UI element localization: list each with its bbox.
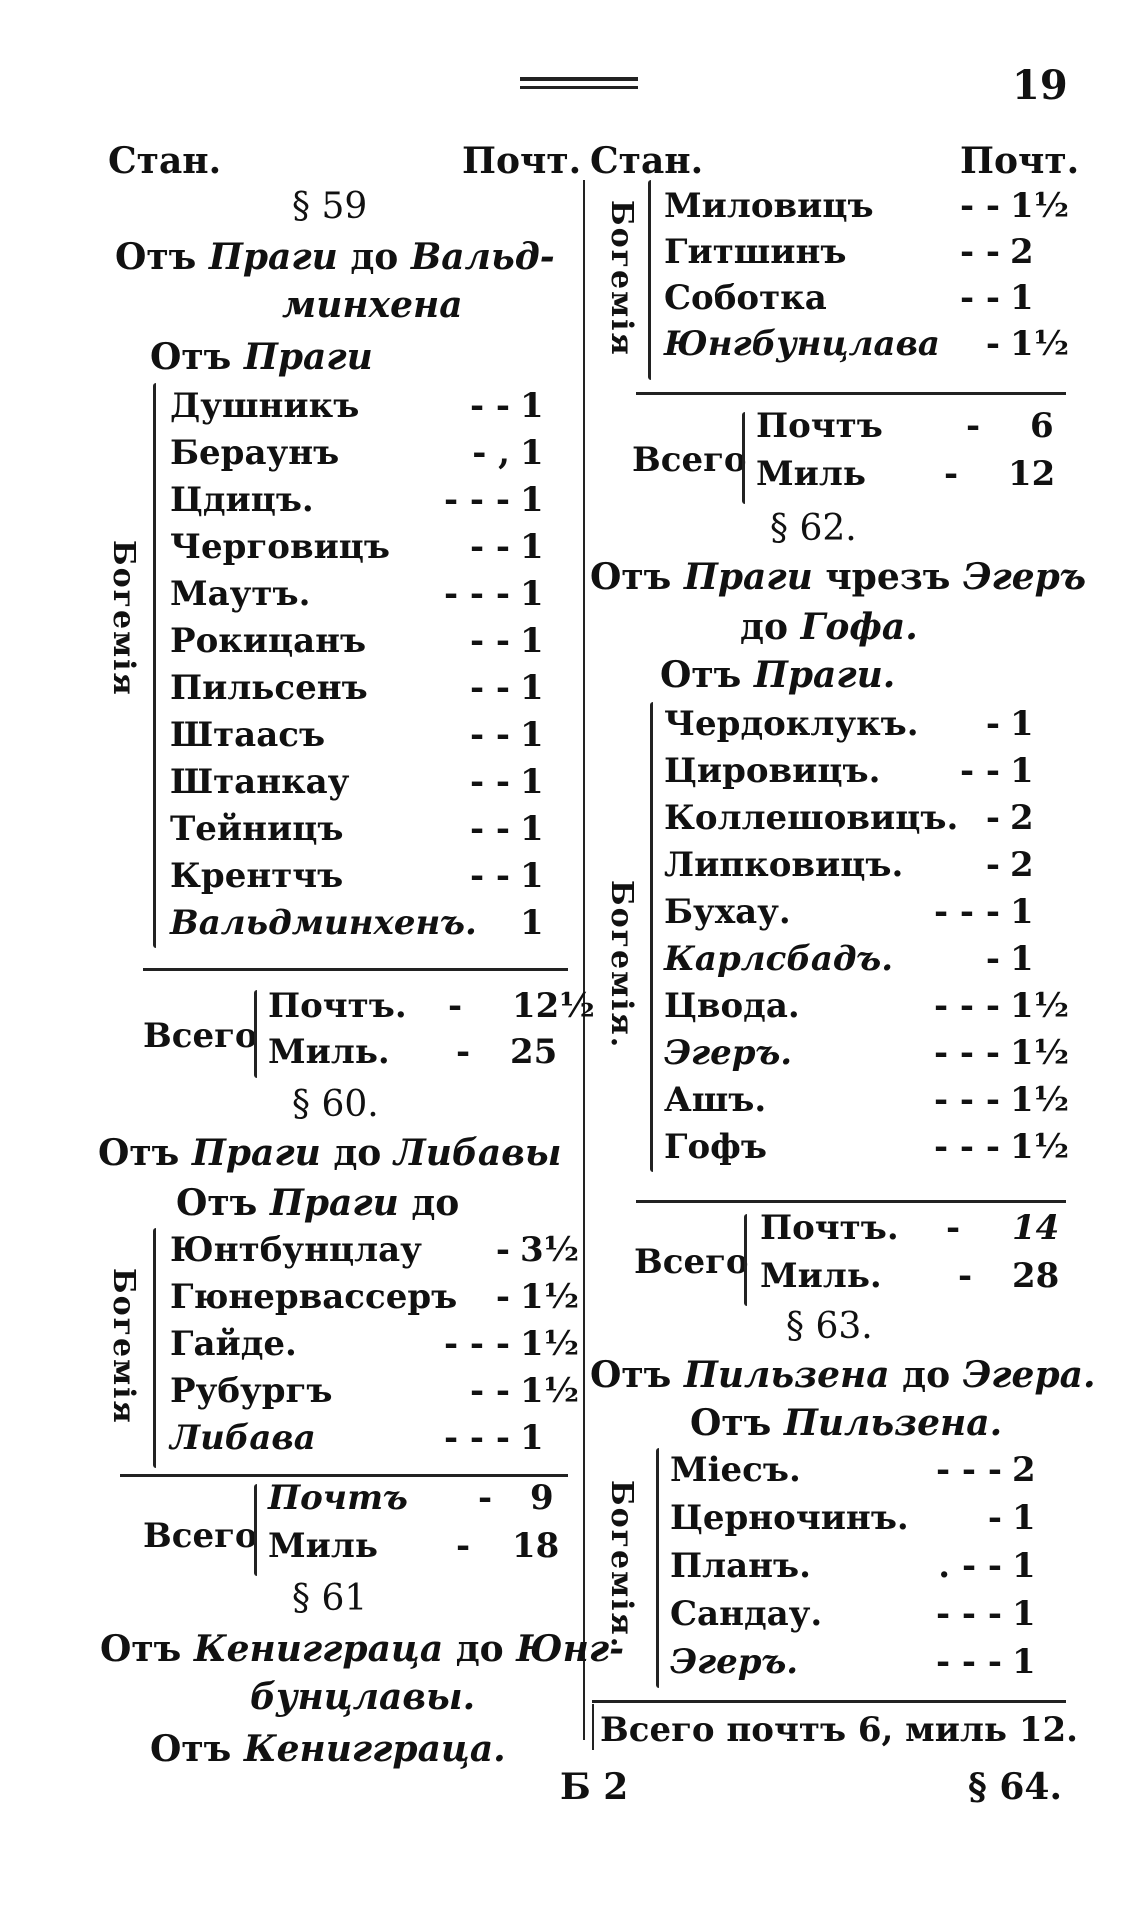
station-name: Крентчъ [170, 856, 344, 896]
route-destination: Юнг- [516, 1628, 625, 1670]
station-row [170, 433, 339, 473]
station-post-count: 1½ [1010, 1033, 1070, 1073]
station-post-count: 1½ [1010, 1080, 1070, 1120]
route-from: Отъ [590, 1354, 672, 1396]
station-row [664, 892, 791, 932]
station-post-count: 1 [1012, 1594, 1036, 1634]
total-post-value: 12½ [512, 986, 595, 1026]
station-row [170, 527, 390, 567]
station-post-count: 1 [1012, 1642, 1036, 1682]
station-row [170, 386, 359, 426]
section-59-total-rule [143, 968, 568, 971]
station-post-count: 1½ [520, 1277, 580, 1317]
continuation-total-rule [636, 392, 1066, 395]
section-61-route-cont: бунцлавы. [250, 1676, 476, 1718]
section-60-total-miles-dash: - [456, 1526, 471, 1566]
route-origin: Пильзена [683, 1354, 890, 1396]
station-row [170, 715, 325, 755]
page-number: 19 [1012, 62, 1068, 109]
station-leader-dashes: - - - [443, 574, 510, 614]
section-59-brace [153, 383, 156, 948]
right-col-station-header: Стан. [590, 140, 704, 182]
section-59-total-brace [254, 990, 257, 1078]
route-origin: Праги [191, 1132, 321, 1174]
station-post-count: 1½ [1010, 1127, 1070, 1167]
station-name: Тейницъ [170, 809, 344, 849]
station-row [670, 1594, 822, 1634]
station-name: Карлсбадъ. [664, 939, 894, 979]
station-leader-dashes: - - - [933, 892, 1000, 932]
station-leader-dashes: . - - [938, 1546, 1002, 1586]
section-62-total-rule [636, 1200, 1066, 1203]
signature-mark: Б 2 [560, 1766, 629, 1808]
station-post-count: 1½ [520, 1324, 580, 1364]
station-row [664, 939, 893, 979]
station-leader-dashes: - - - [933, 986, 1000, 1026]
section-62-route [590, 556, 1086, 598]
station-post-count: 1 [520, 715, 544, 755]
section-63-summary: Всего почтъ 6, миль 12. [600, 1710, 1078, 1750]
station-leader-dashes: - [985, 324, 1000, 364]
station-leader-dashes: - - - [933, 1080, 1000, 1120]
from-city: Праги. [753, 654, 896, 696]
station-name: Бухау. [664, 892, 791, 932]
station-post-count: 1 [520, 574, 544, 614]
station-row [664, 1127, 767, 1167]
section-62-heading: § 62. [770, 508, 857, 549]
station-post-count: 1 [520, 762, 544, 802]
station-name: Соботка [664, 278, 827, 318]
station-leader-dashes: - - [469, 621, 510, 661]
station-post-count: 1½ [1010, 186, 1070, 226]
station-leader-dashes: - - - [933, 1033, 1000, 1073]
catchword: § 64. [968, 1766, 1062, 1808]
section-59-from [150, 336, 373, 378]
station-post-count: 1 [1010, 278, 1034, 318]
station-name: Эгеръ. [664, 1033, 793, 1073]
section-61-heading: § 61 [292, 1578, 368, 1619]
route-mid: до [902, 1354, 951, 1396]
station-name: Черговицъ [170, 527, 391, 567]
section-59-total-post [268, 986, 407, 1026]
station-leader-dashes: - , [472, 433, 510, 473]
station-post-count: 1 [520, 621, 544, 661]
station-post-count: 1 [520, 433, 544, 473]
continuation-total-post-label: Почтъ [756, 406, 883, 446]
section-60-total-post-dash: - [478, 1478, 493, 1518]
section-60-region: Богемія [106, 1268, 141, 1425]
station-leader-dashes: - - [959, 278, 1000, 318]
station-post-count: 1 [1012, 1546, 1036, 1586]
station-row [170, 1418, 316, 1458]
station-post-count: 1 [520, 809, 544, 849]
section-63-summary-bar [592, 1704, 594, 1750]
station-post-count: 1 [520, 903, 544, 943]
station-leader-dashes: - - [959, 751, 1000, 791]
station-name: Либава [170, 1418, 316, 1458]
header-ornament-rule [520, 77, 638, 81]
station-post-count: 1 [520, 386, 544, 426]
station-post-count: 2 [1012, 1450, 1036, 1490]
section-62-region: Богемія. [604, 880, 639, 1050]
station-leader-dashes: - [495, 1277, 510, 1317]
section-62-total-label: Всего [634, 1242, 749, 1282]
route-destination: Эгера. [962, 1354, 1096, 1396]
station-name: Рокицанъ [170, 621, 367, 661]
route-destination: Гофа. [800, 606, 918, 648]
station-name: Вальдминхенъ. [170, 903, 477, 943]
station-name: Гюнервассеръ [170, 1277, 458, 1317]
station-name: Цдицъ. [170, 480, 314, 520]
section-62-total-post-label: Почтъ. [760, 1208, 899, 1248]
left-col-station-header: Стан. [108, 140, 222, 182]
station-post-count: 1 [520, 1418, 544, 1458]
station-row [170, 621, 366, 661]
station-name: Юнтбунцлау [170, 1230, 422, 1270]
from-city: Пильзена. [783, 1402, 1003, 1444]
station-post-count: 1 [1010, 939, 1034, 979]
station-name: Гофъ [664, 1127, 767, 1167]
route-from: Отъ [100, 1628, 182, 1670]
section-60-total-brace [254, 1484, 257, 1576]
route-mid: до [455, 1628, 504, 1670]
station-name: Гитшинъ [664, 232, 847, 272]
station-row [670, 1450, 801, 1490]
station-row [170, 480, 314, 520]
section-59-total-miles [268, 1032, 390, 1072]
station-post-count: 3½ [520, 1230, 580, 1270]
station-post-count: 1 [520, 480, 544, 520]
station-row [170, 762, 349, 802]
section-59-route [115, 236, 555, 278]
from-lead: Отъ [660, 654, 742, 696]
route-origin: Праги [208, 236, 338, 278]
station-leader-dashes: - - [469, 762, 510, 802]
from-lead: Отъ [150, 1728, 232, 1770]
left-col-post-header: Почт. [462, 140, 582, 182]
section-61-from [150, 1728, 506, 1770]
station-post-count: 1 [520, 527, 544, 567]
station-name: Пильсенъ [170, 668, 368, 708]
station-leader-dashes: - - [469, 809, 510, 849]
station-name: Цировицъ. [664, 751, 881, 791]
continuation-total-miles-dash: - [944, 454, 959, 494]
section-62-from [660, 654, 895, 696]
column-divider [583, 180, 585, 1740]
route-mid: до [350, 236, 399, 278]
station-row [664, 186, 874, 226]
station-name: Бераунъ [170, 433, 340, 473]
section-60-total-miles-value: 18 [512, 1526, 560, 1566]
continuation-region: Богемія [604, 200, 639, 357]
route-from: Отъ [115, 236, 197, 278]
station-row [664, 232, 846, 272]
section-62-total-brace [744, 1214, 747, 1306]
station-row [670, 1642, 798, 1682]
station-leader-dashes: - - - [933, 1127, 1000, 1167]
section-62-total-post-dash: - [946, 1208, 961, 1248]
station-name: Церночинъ. [670, 1498, 909, 1538]
continuation-brace [648, 180, 651, 380]
station-leader-dashes: - - - [443, 480, 510, 520]
header-ornament-rule-2 [520, 86, 638, 89]
station-leader-dashes: - - [959, 186, 1000, 226]
station-name: Ашъ. [664, 1080, 767, 1120]
station-name: Юнгбунцлава [664, 324, 940, 364]
station-name: Душникъ [170, 386, 360, 426]
section-60-total-miles-label: Миль [268, 1526, 378, 1566]
station-leader-dashes: - - - [443, 1418, 510, 1458]
station-post-count: 1½ [520, 1371, 580, 1411]
section-59-total-label: Всего [143, 1016, 258, 1056]
station-leader-dashes: - - - [935, 1594, 1002, 1634]
station-leader-dashes: - - [469, 715, 510, 755]
from-lead: Отъ [176, 1182, 258, 1224]
section-60-total-post-label: Почтъ [268, 1478, 408, 1518]
station-name: Сандау. [670, 1594, 823, 1634]
route-from: Отъ [98, 1132, 180, 1174]
station-name: Штанкау [170, 762, 350, 802]
station-leader-dashes: - [987, 1498, 1002, 1538]
total-miles-dash: - [456, 1032, 471, 1072]
continuation-total-label: Всего [632, 440, 747, 480]
route-destination: Вальд- [410, 236, 555, 278]
station-leader-dashes: - - - [935, 1450, 1002, 1490]
station-name: Гайде. [170, 1324, 297, 1364]
section-59-region: Богемія [106, 540, 141, 697]
section-59-route-cont: минхена [282, 284, 463, 326]
station-row [664, 986, 800, 1026]
station-post-count: 2 [1010, 232, 1034, 272]
continuation-total-post-value: 6 [1030, 406, 1054, 446]
route-origin: Кенигграца [193, 1628, 444, 1670]
station-post-count: 1 [1012, 1498, 1036, 1538]
section-60-from [176, 1182, 459, 1224]
station-row [170, 1324, 297, 1364]
section-63-region: Богемія. [604, 1480, 639, 1650]
station-leader-dashes: - [495, 1230, 510, 1270]
station-row [170, 668, 368, 708]
station-name: Планъ. [670, 1546, 811, 1586]
section-59-heading: § 59 [292, 186, 368, 227]
station-name: Цвода. [664, 986, 800, 1026]
station-row [664, 751, 880, 791]
continuation-total-brace [742, 412, 745, 504]
from-city: Праги [243, 336, 373, 378]
station-leader-dashes: - - - [935, 1642, 1002, 1682]
station-post-count: 1 [1010, 751, 1034, 791]
route-mid: чрезъ [825, 556, 951, 598]
station-row [170, 574, 310, 614]
station-row [664, 845, 903, 885]
station-leader-dashes: - [985, 704, 1000, 744]
section-60-total-post-value: 9 [530, 1478, 554, 1518]
station-row [664, 278, 827, 318]
station-leader-dashes: - - [469, 1371, 510, 1411]
station-row [664, 704, 919, 744]
section-63-total-rule [592, 1700, 1066, 1703]
route-origin: Праги [683, 556, 813, 598]
section-60-total-label: Всего [143, 1516, 258, 1556]
total-miles-label: Миль. [268, 1032, 390, 1072]
station-post-count: 1 [1010, 704, 1034, 744]
station-row [664, 1033, 792, 1073]
section-63-heading: § 63. [786, 1306, 873, 1347]
station-row [170, 809, 343, 849]
station-leader-dashes: - - [959, 232, 1000, 272]
station-row [170, 903, 477, 943]
station-leader-dashes: - - [469, 856, 510, 896]
continuation-total-miles-value: 12 [1008, 454, 1056, 494]
from-city: Кенигграца. [243, 1728, 506, 1770]
section-62-brace [650, 702, 653, 1172]
station-post-count: 1 [1010, 892, 1034, 932]
total-post-label: Почтъ. [268, 986, 407, 1026]
station-name: Липковицъ. [664, 845, 904, 885]
from-lead: Отъ [150, 336, 232, 378]
station-row [170, 1371, 332, 1411]
from-lead: Отъ [690, 1402, 772, 1444]
station-post-count: 2 [1010, 845, 1034, 885]
route-mid: до [333, 1132, 382, 1174]
from-city: Праги [269, 1182, 399, 1224]
section-62-total-miles-value: 28 [1012, 1256, 1060, 1296]
station-name: Эгеръ. [670, 1642, 799, 1682]
route-via: Эгеръ [962, 556, 1087, 598]
station-leader-dashes: - [985, 939, 1000, 979]
station-post-count: 1 [520, 668, 544, 708]
continuation-total-miles-label: Миль [756, 454, 866, 494]
station-post-count: 1 [520, 856, 544, 896]
section-63-route [590, 1354, 1096, 1396]
station-post-count: 2 [1010, 798, 1034, 838]
section-63-from [690, 1402, 1002, 1444]
continuation-total-post-dash: - [966, 406, 981, 446]
station-name: Миловицъ [664, 186, 874, 226]
section-60-route [98, 1132, 561, 1174]
station-post-count: 1½ [1010, 986, 1070, 1026]
right-col-post-header: Почт. [960, 140, 1080, 182]
section-62-total-miles-label: Миль. [760, 1256, 882, 1296]
section-60-total-rule [120, 1474, 568, 1477]
section-61-route [100, 1628, 624, 1670]
section-62-route-cont [740, 606, 918, 648]
station-post-count: 1½ [1010, 324, 1070, 364]
station-name: Штаасъ [170, 715, 326, 755]
station-name: Чердоклукъ. [664, 704, 919, 744]
station-name: Міесъ. [670, 1450, 801, 1490]
station-leader-dashes: - [985, 798, 1000, 838]
from-tail: до [411, 1182, 460, 1224]
section-62-total-post-value: 14 [1012, 1208, 1060, 1248]
station-leader-dashes: - [985, 845, 1000, 885]
station-leader-dashes: - - [469, 668, 510, 708]
route-mid-2: до [740, 606, 789, 648]
route-from: Отъ [590, 556, 672, 598]
station-name: Рубургъ [170, 1371, 333, 1411]
total-miles-value: 25 [510, 1032, 558, 1072]
station-leader-dashes: - - - [443, 1324, 510, 1364]
route-destination: Либавы [393, 1132, 562, 1174]
total-post-dash: - [448, 986, 463, 1026]
station-row [664, 1080, 766, 1120]
station-leader-dashes: - - [469, 386, 510, 426]
section-62-total-miles-dash: - [958, 1256, 973, 1296]
station-leader-dashes: - - [469, 527, 510, 567]
station-row [670, 1546, 811, 1586]
section-63-brace [656, 1448, 659, 1688]
station-name: Маутъ. [170, 574, 311, 614]
section-60-heading: § 60. [292, 1084, 379, 1125]
station-row [170, 856, 343, 896]
section-60-brace [153, 1228, 156, 1468]
station-name: Коллешовицъ. [664, 798, 959, 838]
